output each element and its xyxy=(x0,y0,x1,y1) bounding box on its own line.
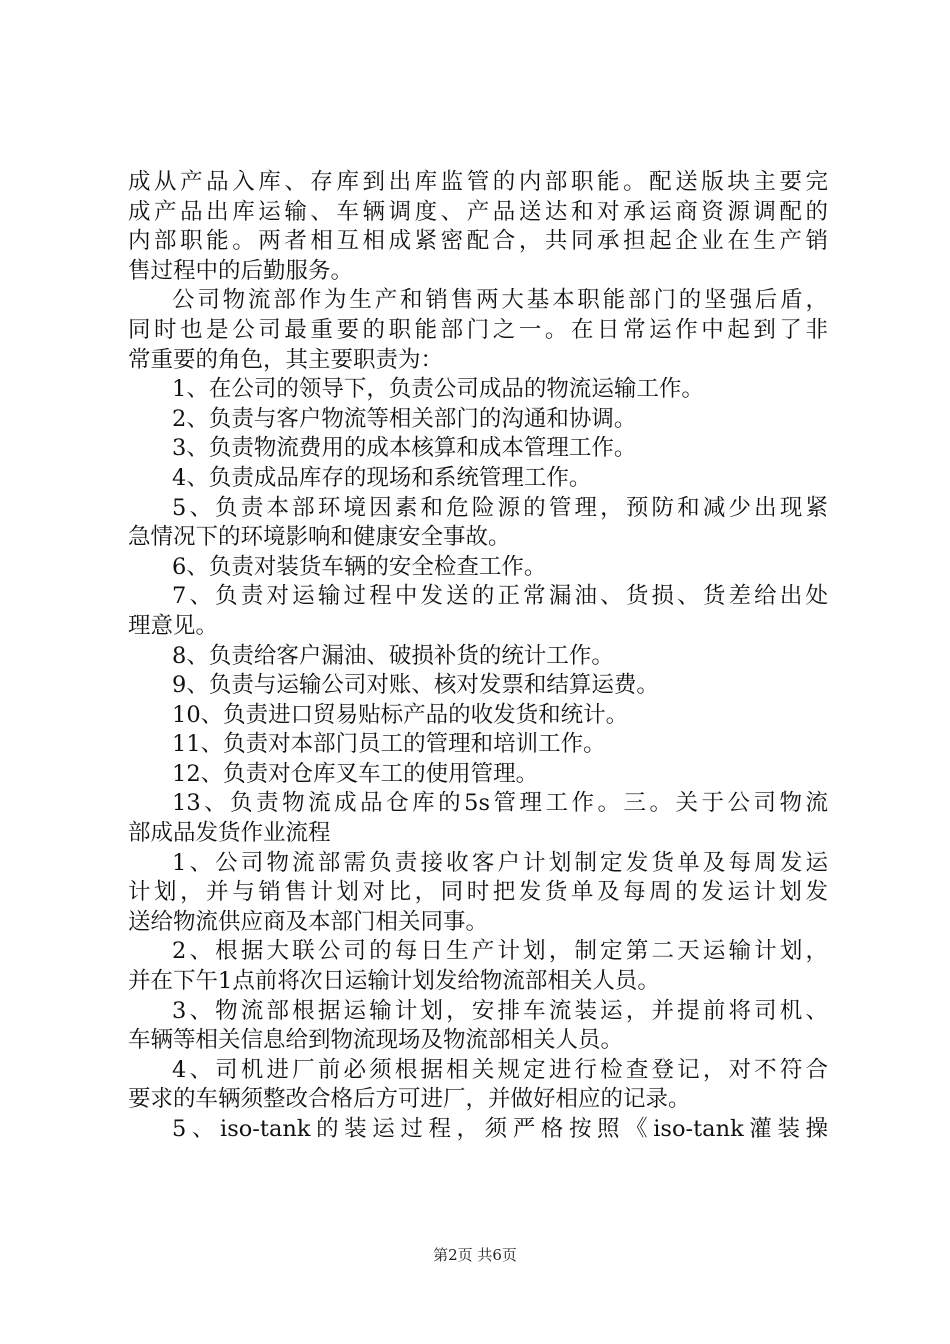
text-line: 4、负责成品库存的现场和系统管理工作。 xyxy=(172,464,592,491)
text-line: 1、在公司的领导下，负责公司成品的物流运输工作。 xyxy=(172,376,704,403)
text-line: 10、负责进口贸易贴标产品的收发货和统计。 xyxy=(172,701,629,728)
text-line: 成产品出库运输、车辆调度、产品送达和对承运商资源调配的 xyxy=(128,198,828,225)
text-line: 要求的车辆须整改合格后方可进厂，并做好相应的记录。 xyxy=(128,1086,691,1113)
text-line: 8、负责给客户漏油、破损补货的统计工作。 xyxy=(172,642,614,669)
text-line: 3、物流部根据运输计划，安排车流装运，并提前将司机、 xyxy=(172,997,828,1024)
text-line: 公司物流部作为生产和销售两大基本职能部门的坚强后盾， xyxy=(172,287,828,314)
text-line: 常重要的角色，其主要职责为： xyxy=(128,346,444,373)
text-line: 送给物流供应商及本部门相关同事。 xyxy=(128,908,489,935)
text-line: 部成品发货作业流程 xyxy=(128,820,331,847)
text-line: 13、负责物流成品仓库的5s管理工作。三。关于公司物流 xyxy=(172,790,828,817)
document-body xyxy=(128,168,828,1145)
text-line: 11、负责对本部门员工的管理和培训工作。 xyxy=(172,731,606,758)
text-line: 急情况下的环境影响和健康安全事故。 xyxy=(128,524,511,551)
text-line: 2、负责与客户物流等相关部门的沟通和协调。 xyxy=(172,405,637,432)
text-line: 7、负责对运输过程中发送的正常漏油、货损、货差给出处 xyxy=(172,583,828,610)
text-line: 内部职能。两者相互相成紧密配合，共同承担起企业在生产销 xyxy=(128,228,828,255)
text-line: 同时也是公司最重要的职能部门之一。在日常运作中起到了非 xyxy=(128,316,828,343)
text-line: 2、根据大联公司的每日生产计划，制定第二天运输计划， xyxy=(172,938,828,965)
text-line: 1、公司物流部需负责接收客户计划制定发货单及每周发运 xyxy=(172,849,828,876)
text-line: 理意见。 xyxy=(128,612,219,639)
text-line: 车辆等相关信息给到物流现场及物流部相关人员。 xyxy=(128,1027,624,1054)
text-line: 12、负责对仓库叉车工的使用管理。 xyxy=(172,760,539,787)
text-line: 并在下午1点前将次日运输计划发给物流部相关人员。 xyxy=(128,968,660,995)
text-line: 售过程中的后勤服务。 xyxy=(128,257,354,284)
text-line: 5、iso-tank的装运过程，须严格按照《iso-tank灌装操 xyxy=(172,1116,828,1142)
text-line: 计划，并与销售计划对比，同时把发货单及每周的发运计划发 xyxy=(128,879,828,906)
page-footer: 第2页 共6页 xyxy=(433,1246,517,1264)
text-line: 6、负责对装货车辆的安全检查工作。 xyxy=(172,553,547,580)
text-line: 成从产品入库、存库到出库监管的内部职能。配送版块主要完 xyxy=(128,169,828,195)
text-line: 5、负责本部环境因素和危险源的管理，预防和减少出现紧 xyxy=(172,494,828,521)
text-line: 9、负责与运输公司对账、核对发票和结算运费。 xyxy=(172,672,659,699)
text-line: 4、司机进厂前必须根据相关规定进行检查登记，对不符合 xyxy=(172,1056,828,1083)
text-line: 3、负责物流费用的成本核算和成本管理工作。 xyxy=(172,435,637,462)
